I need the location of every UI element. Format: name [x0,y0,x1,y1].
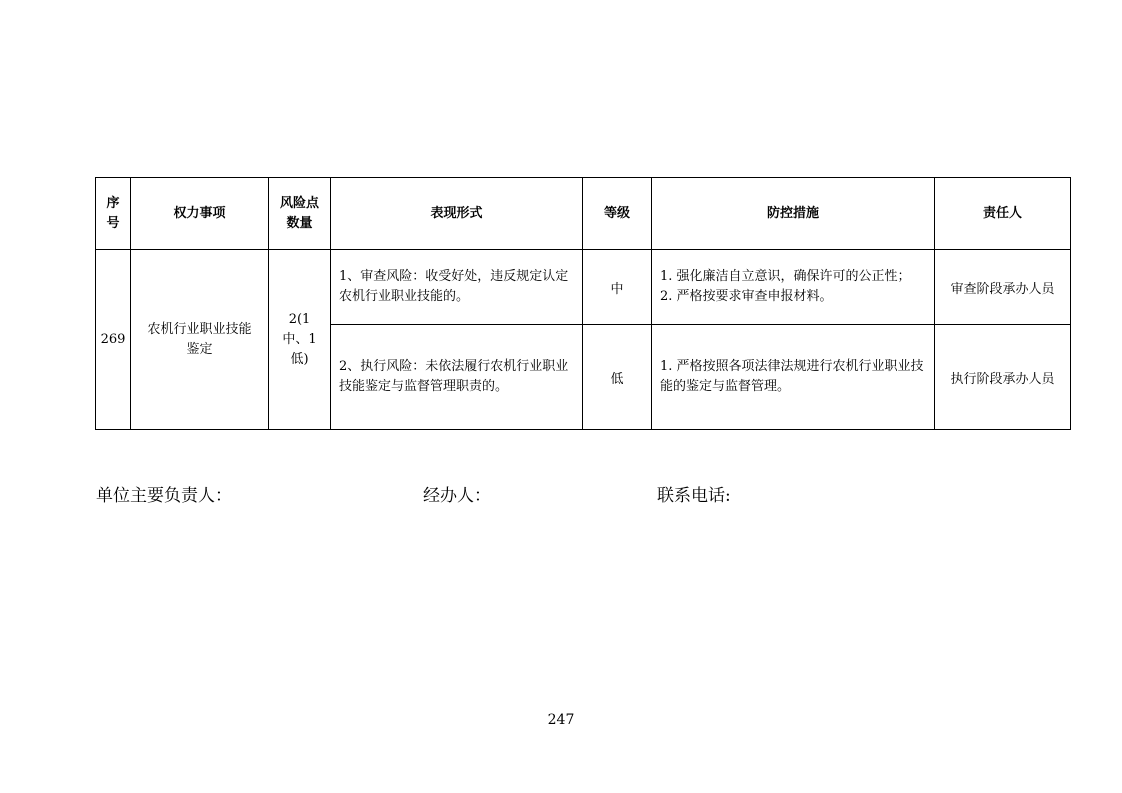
risk-level-1: 中 [583,250,652,325]
row-index: 269 [96,250,131,430]
header-measures: 防控措施 [652,178,935,250]
risk-measures-1: 1. 强化廉洁自立意识，确保许可的公正性； 2. 严格按要求审查申报材料。 [652,250,935,325]
risk-level-2: 低 [583,325,652,430]
row-risk-count: 2(1 中、1 低) [269,250,331,430]
phone-label: 联系电话: [657,486,731,506]
risk-form-1: 1、审查风险：收受好处，违反规定认定农机行业职业技能的。 [331,250,583,325]
header-owner: 责任人 [935,178,1071,250]
unit-head-label: 单位主要负责人： [96,486,232,506]
risk-form-2: 2、执行风险：未依法履行农机行业职业技能鉴定与监督管理职责的。 [331,325,583,430]
page-number: 247 [547,712,575,728]
risk-owner-2: 执行阶段承办人员 [935,325,1071,430]
risk-control-table [95,177,1071,430]
header-item: 权力事项 [131,178,269,250]
risk-measures-2: 1. 严格按照各项法律法规进行农机行业职业技能的鉴定与监督管理。 [652,325,935,430]
risk-owner-1: 审查阶段承办人员 [935,250,1071,325]
header-risk-count: 风险点数量 [269,178,331,250]
row-item: 农机行业职业技能鉴定 [131,250,269,430]
header-index: 序号 [96,178,131,250]
header-form: 表现形式 [331,178,583,250]
header-level: 等级 [583,178,652,250]
handler-label: 经办人： [423,486,491,506]
table-header-row [96,178,1071,250]
table-row [96,250,1071,325]
